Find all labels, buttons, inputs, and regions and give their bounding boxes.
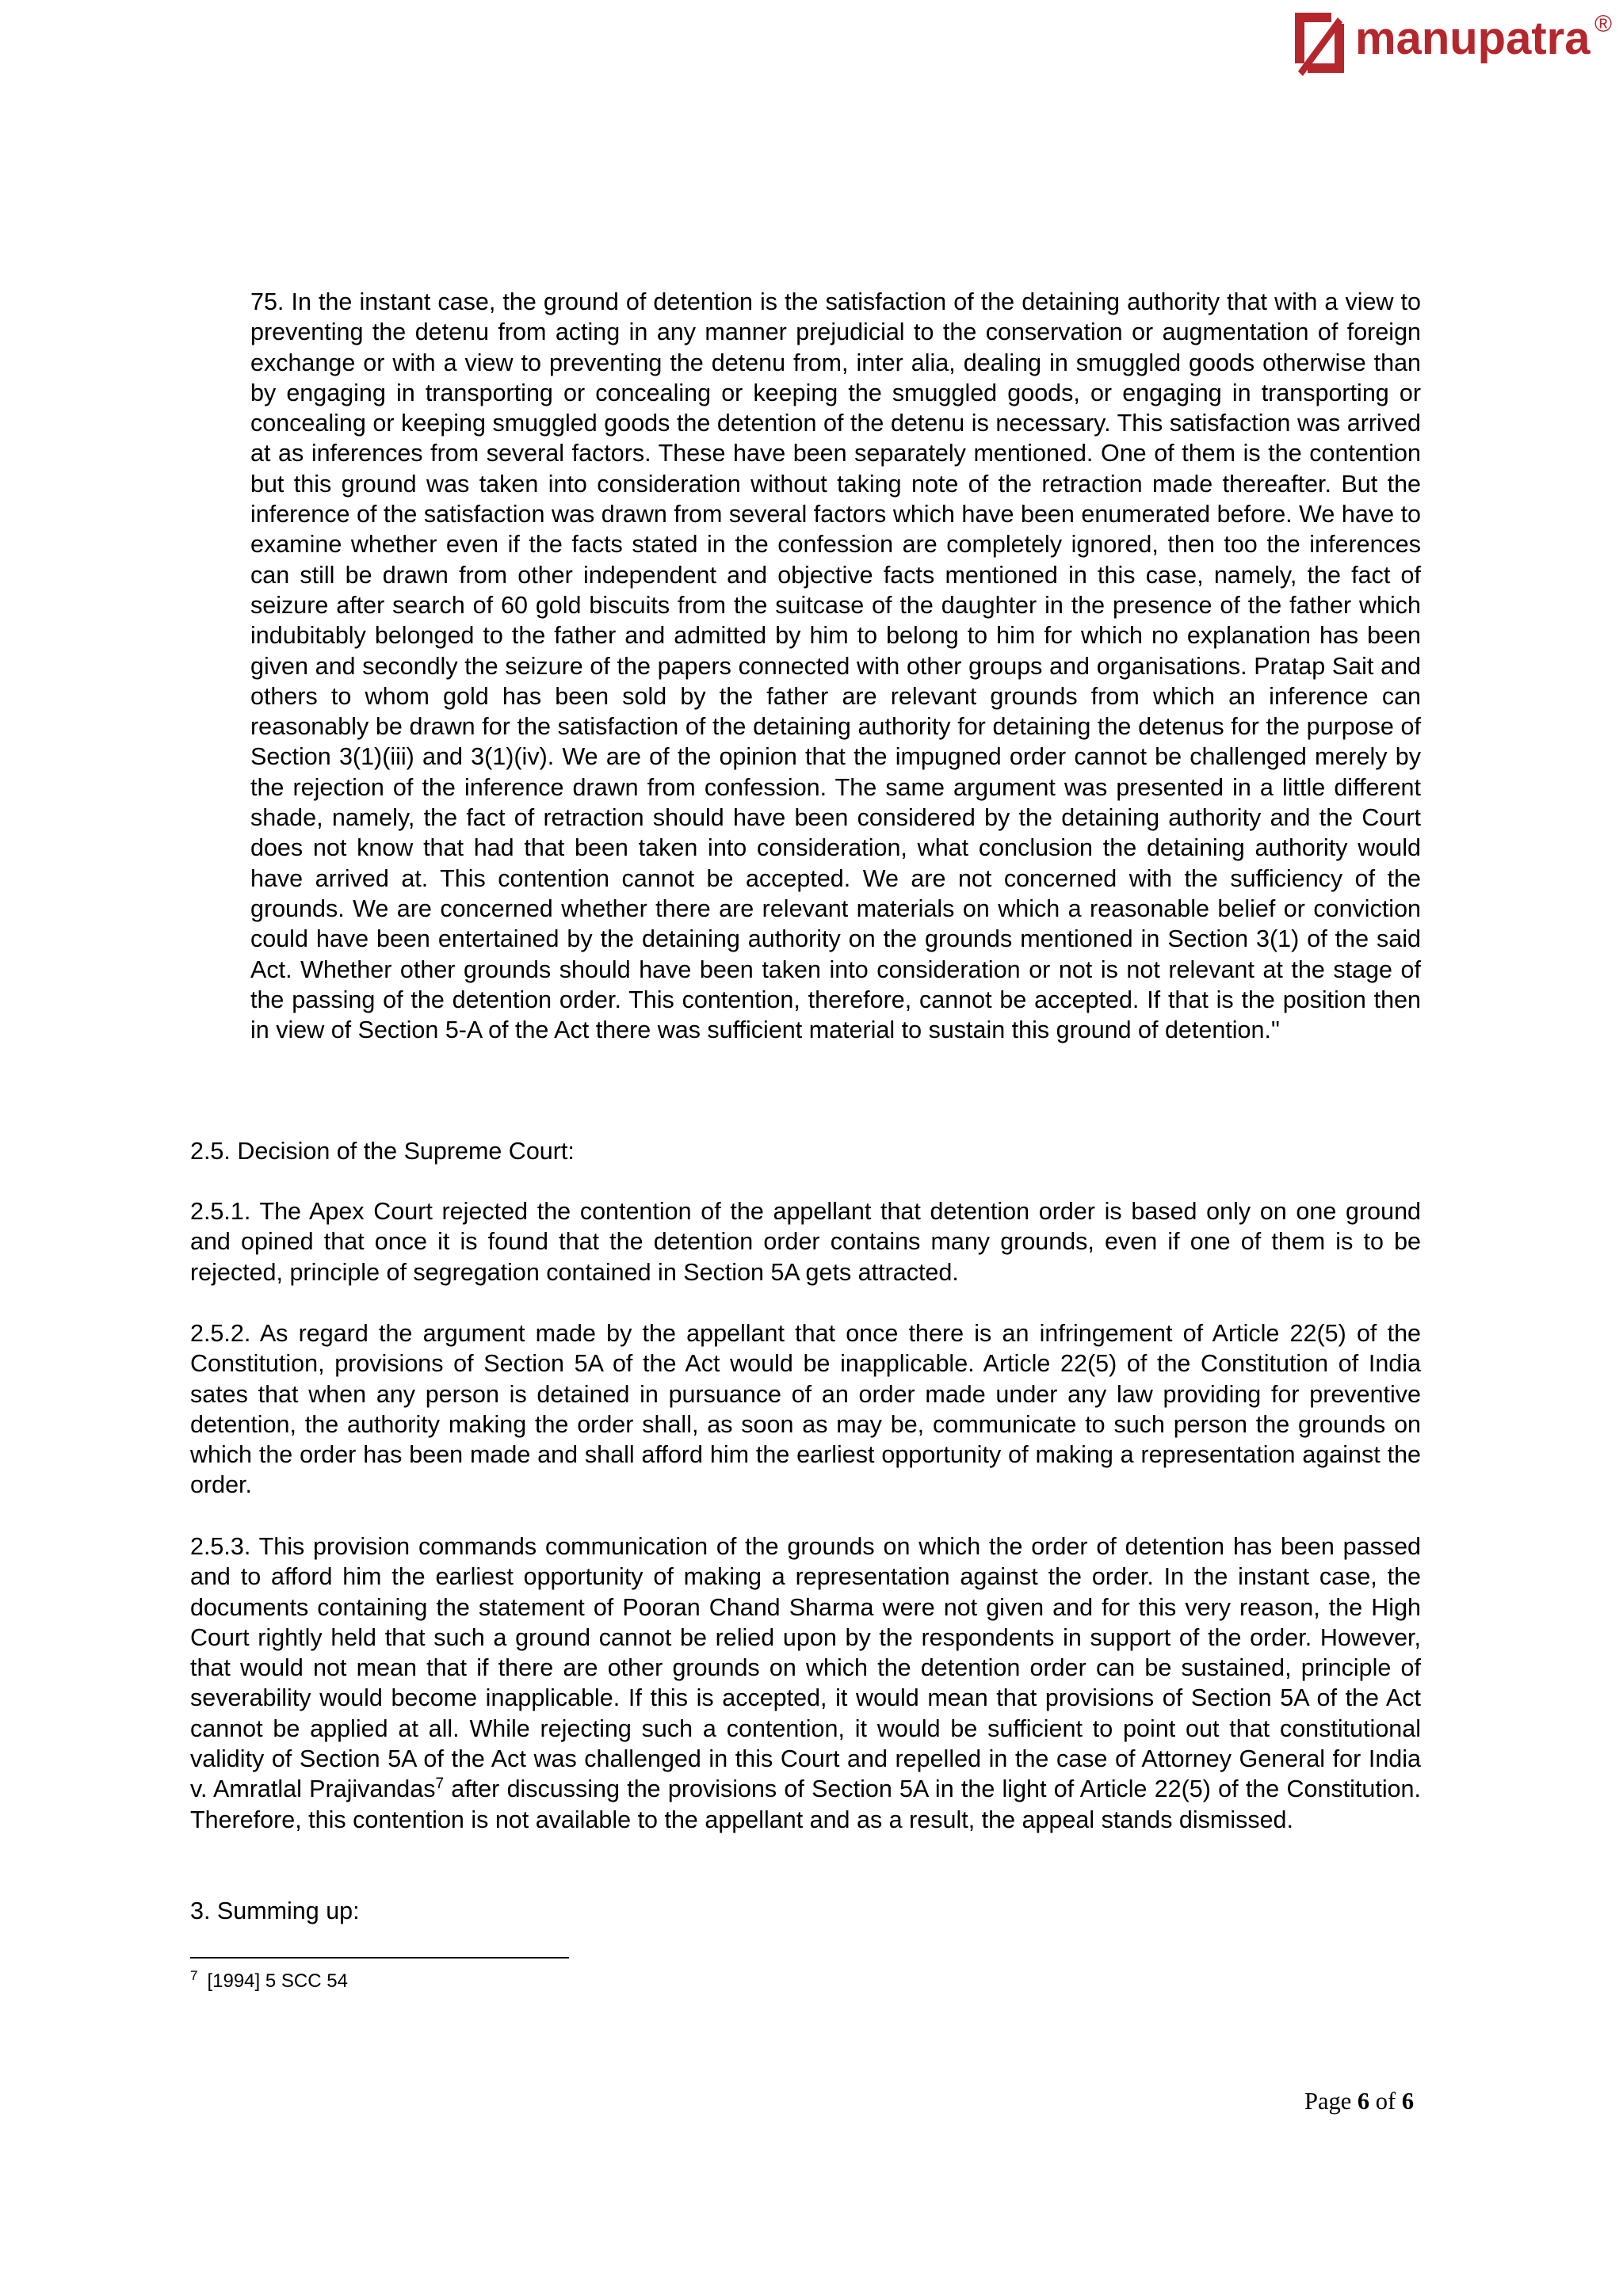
paragraph-2-5-1: 2.5.1. The Apex Court rejected the contention of the appellant that detention order is based only on one ground and opined that once it is found that the detention order contains many grounds, even if one of them is to be rejected, principle of segregation contained in Section 5A gets attracted. xyxy=(190,1198,1421,1286)
footnote-7 xyxy=(190,1970,348,1993)
quoted-judgment-paragraph-75: 75. In the instant case, the ground of detention is the satisfaction of the detaining authority that with a view to preventing the detenu from acting in any manner prejudicial to the conservation or augmentation of foreign exchange or with a view to preventing the detenu from, inter alia, dealing in smuggled goods otherwise than by engaging in transporting or concealing or keeping the smuggled goods, or engaging in transporting or concealing or keeping smuggled goods the detention of the detenu is necessary. This satisfaction was arrived at as inferences from several factors. These have been separately mentioned. One of them is the contention but this ground was taken into consideration without taking note of the retraction made thereafter. But the inference of the satisfaction was drawn from several factors which have been enumerated before. We have to examine whether even if the facts stated in the confession are completely ignored, then too the inferences can still be drawn from other independent and objective facts mentioned in this case, namely, the fact of seizure after search of 60 gold biscuits from the suitcase of the daughter in the presence of the father which indubitably belonged to the father and admitted by him to belong to him for which no explanation has been given and secondly the seizure of the papers connected with other groups and organisations. Pratap Sait and others to whom gold has been sold by the father are relevant grounds from which an inference can reasonably be drawn for the satisfaction of the detaining authority for detaining the detenus for the purpose of Section 3(1)(iii) and 3(1)(iv). We are of the opinion that the impugned order cannot be challenged merely by the rejection of the inference drawn from confession. The same argument was presented in a little different shade, namely, the fact of retraction should have been considered by the detaining authority and the Court does not know that had that been taken into consideration, what conclusion the detaining authority would have arrived at. This contention cannot be accepted. We are not concerned with the sufficiency of the grounds. We are concerned whether there are relevant materials on which a reasonable belief or conviction could have been entertained by the detaining authority on the grounds mentioned in Section 3(1) of the said Act. Whether other grounds should have been taken into consideration or not is not relevant at the stage of the passing of the detention order. This contention, therefore, cannot be accepted. If that is the position then in view of Section 5-A of the Act there was sufficient material to sustain this ground of detention." xyxy=(250,288,1421,1044)
heading-summing-up: 3. Summing up: xyxy=(190,1897,360,1924)
paragraph-2-5-3-part2: after discussing the provisions of Section 5A in the light of Article 22(5) of the Constitution. Therefore, this contention is not available to the appellant and as a result, the appeal stands dismissed. xyxy=(190,1775,1421,1833)
footnote-reference-7[interactable]: 7 xyxy=(435,1775,445,1793)
manupatra-wordmark: manupatra xyxy=(1355,13,1591,64)
footnote-number: 7 xyxy=(190,1968,198,1983)
footnote-text: [1994] 5 SCC 54 xyxy=(207,1970,348,1992)
paragraph-2-5-3-part1: 2.5.3. This provision commands communication of the grounds on which the order of detention has been passed and to afford him the earliest opportunity of making a representation against the order. In the instant case, the documents containing the statement of Pooran Chand Sharma were not given and for this very reason, the High Court rightly held that such a ground cannot be relied upon by the respondents in support of the order. However, that would not mean that if there are other grounds on which the detention order can be sustained, principle of severability would become inapplicable. If this is accepted, it would mean that provisions of Section 5A of the Act cannot be applied at all. While rejecting such a contention, it would be sufficient to point out that constitutional validity of Section 5A of the Act was challenged in this Court and repelled in the case of Attorney General for India v. Amratlal Prajivandas xyxy=(190,1533,1421,1803)
page-of: of xyxy=(1375,2088,1396,2115)
registered-mark: ® xyxy=(1594,11,1613,37)
manupatra-logo-graphic xyxy=(1285,5,1618,78)
page-number xyxy=(1304,2087,1414,2115)
paragraph-2-5-2: 2.5.2. As regard the argument made by the appellant that once there is an infringement of Article 22(5) of the Constitution, provisions of Section 5A of the Act would be inapplicable. Article 22(5) of the Constitution of India sates that when any person is detained in pursuance of an order made under any law providing for preventive detention, the authority making the order shall, as soon as may be, communicate to such person the grounds on which the order has been made and shall afford him the earliest opportunity of making a representation against the order. xyxy=(190,1320,1421,1499)
heading-decision-supreme-court: 2.5. Decision of the Supreme Court: xyxy=(190,1138,575,1165)
page-current: 6 xyxy=(1357,2088,1370,2115)
page-total: 6 xyxy=(1401,2088,1415,2115)
paragraph-2-5-3 xyxy=(190,1531,1421,1835)
manupatra-logo xyxy=(1285,5,1618,78)
page-prefix: Page xyxy=(1304,2088,1352,2115)
manupatra-emblem-icon xyxy=(1295,13,1344,76)
footnote-separator xyxy=(190,1957,569,1958)
